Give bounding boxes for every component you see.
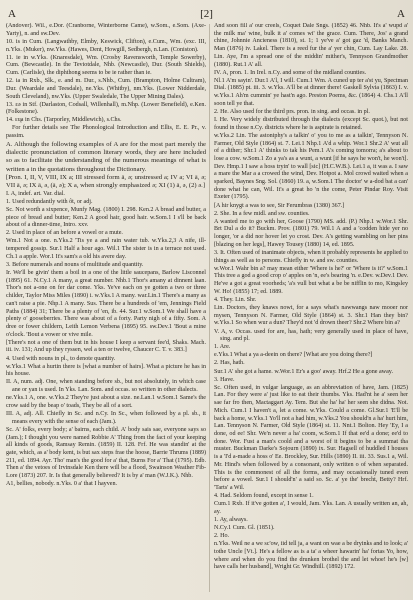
dictionary-paragraph: w.Yks.1 What a hurtin there is [what a number of hairs]. What a picture he has in his house. xyxy=(6,363,206,378)
dictionary-paragraph: 2. He. Also used for the third prs. pron. in sing. and occas. in pl. xyxy=(214,108,370,115)
dictionary-paragraph: A. Although the following examples of A are for the most part merely the dialectic pronunciation of common literary words, they are here included so as to facilitate the understanding of the numerous meanings of what is written a in the quotations throughout the Dictionary. xyxy=(6,141,206,173)
dictionary-paragraph: 3. Have. xyxy=(214,376,235,383)
dictionary-paragraph: Lin. Doctors, they knaws nowt, for a says what's nawwangs naw mooer nor mysen, Tennyson N. Farmer, Old Style (1864) st. 3. Shr.1 Han they bin? w.Yks.1 So when wur a dun? They'd not 'd drown theer? Shr.2 Where bin a? xyxy=(214,305,408,327)
page-header xyxy=(8,8,405,22)
dictionary-paragraph: 10. is in Cum. (Langwathby, Elmby, Keswick, Clifton), e.Cum., Wm. (exc. III, n.Yks. (Muker), nw.Yks. (Hawes, Dent, Howgill, Sedbergh, n.Lan. (Coniston). xyxy=(6,38,206,53)
dictionary-paragraph: 4. Had. Seldom found, except in sense 1. xyxy=(214,493,314,499)
dictionary-paragraph: And soon fill a' our creels, Coquet Dale Sngs. (1852) 46. Nhb. It's a' wupd a' the milk ma' wine, bulk it a' comes wi' the grace. Cum. There, Jos' a grand chine, Johnnie Ancieness (1810), st. 1; 1 ye've a' got gaz 'd, Banks Manch. Man (1876) iv. Lakel. There is a reed fur the a' yer chin, Cum. Lay Lake. 28. Lin. Aye, I'm a spread one of the middin' mither's, Tennyson Grandmother (1880). Rut.1 A' all. xyxy=(214,23,408,68)
dictionary-paragraph: 13. ɛə in Stf. (Darlaston, Codsall, Willenhall), m.Nhp. (Lower Benefield), e.Ken. (Folkestone). xyxy=(6,101,206,116)
dictionary-paragraph: III. A, adj. All. Chiefly in Sc. and n.Cy. In Sc., when followed by a pl. sb., it means every with the sense of each (Jam.). xyxy=(6,411,206,425)
dictionary-paragraph: ne.Yks.1 A, one. w.Yks.2 They're just about a size. ne.Lan.1 w.Som.1 Same's the crow said by the beap o' toads, They be all of a sort. xyxy=(6,395,206,409)
dictionary-paragraph: 4. Used with nouns in pl., to denote quantity. xyxy=(6,355,116,362)
dictionary-paragraph: IV. A, pron. 1. In Irel. n.Cy. and some of the midland counties. xyxy=(214,69,367,76)
dictionary-paragraph: 2. Has, hath. xyxy=(214,360,245,367)
dictionary-paragraph: 3. Before numerals and nouns of multitude and quantity. xyxy=(6,261,144,268)
dictionary-paragraph: V. A, v. Occas. used for are, has, hath; very generally used in place of have, sing. and pl. xyxy=(214,328,408,343)
dictionary-paragraph: 2. Ho. xyxy=(214,533,230,540)
dictionary-paragraph: 4. They. Lin. Shr. xyxy=(214,296,257,303)
dictionary-paragraph: 1. Ay, always. xyxy=(214,516,248,523)
right-column xyxy=(214,23,408,595)
dictionary-paragraph: Wm.1 Not a one. n.Yks.2 'Tis ye a and rain water tub. w.Yks.2,3 A nife, ill-tempered gossip. Sur.1 Half a hour ago. Wil.1 The sister is in a terrace not used. Ch.1 a apple. Wor.1 It's sam's a old his avere day. xyxy=(6,238,206,260)
dictionary-paragraph: Cum.1 Rxb. If it've gotten a', I would, Jam. Yks. Lan. A usually written an, ah, ay. xyxy=(214,501,408,515)
column-divider xyxy=(209,24,210,592)
dictionary-paragraph: (Andover). Wil., e.Dor. (Cranborne, Winterborne Came), w.Som., e.Som. (Axe-Yarty), n. and sw.Dev. xyxy=(6,23,206,37)
dictionary-paragraph: 1. Are. xyxy=(214,344,231,351)
dictionary-paragraph: 2. Used in place of an before a vowel or a mute. xyxy=(6,230,123,237)
running-head-right: A xyxy=(397,8,405,20)
dictionary-paragraph: [A hir knygt a was to see, Sir Ferumbras (1380) 367.] xyxy=(214,202,345,209)
dictionary-paragraph: w.Yks.2 Lin. The astoniphy's a talkin' o' you to me as a talkin', Tennyson N. Farmer, Old Style (1864) st. 7. Lei.1 Nhp.1 A'd a whip. Wor.1 Shr.2 A' wut all of a dither; Shr.1 A' thinks to tak his Pem.1 A's coming tomorra; a's about to lose a cow. w.Som.1 Zo a ya's as a wunt, a wunt [if he says he won't, he won't]. Dev. Hmp.1 I saw a hoss tryin' to wall [sic] (H.C.W.B.). Lei.1 a, it was a. I saw a mare the Mar a a crowed the wind, Dev. Hotpot a. Mol crowd waited when a sparked, Baynes Sng. Sol. (1860) 19. a, w.Som.1 The doctor' w a-dod bat a can' done what he can, Wil. It's a great ho 'n the come, Peter Pindar Roy. Visit Exeter (1795). xyxy=(214,132,408,201)
dictionary-paragraph: 2. She. In a few midl. and sw. counties. xyxy=(214,210,310,217)
dictionary-paragraph: 11. ie in w.Yks. (Knaresdale), Wm. (Crosby Ravensworth, Temple Sowerby), Cum. (Bewcastle). In the Teviotdale, Nhb. (Newcastle), Dur. (South Shields), Cum. (Carlisle), the diphthong seems to be ie rather than ie. xyxy=(6,54,206,76)
dictionary-paragraph: n.Yks. Weil ne a we sc'ow, iid tell ja, a want on wae a be dryinks and to look; a' tothe Uncle [Vt.]. He's a fellow as is a ta' a wheer hawarin' ha' fortas Yo, how, where and when do you find the drunken brothel the and let whoe! he's [w] have calls her husband], Wright Gr. Windhill. (1892) 172. xyxy=(214,541,408,571)
dictionary-paragraph: 14. ɛu̯a in Chs. (Tarporley, Middlewich), s.Chs. xyxy=(6,117,122,124)
dictionary-paragraph: 1. Used redundantly with ôt, or adj. xyxy=(6,198,93,205)
dictionary-paragraph: For further details see The Phonological Introduction and Ellis, E. E. Pr., v. passim. xyxy=(6,125,206,140)
dictionary-paragraph: N.Cy.1 Cum. Gl. (1851). xyxy=(214,524,275,531)
dictionary-paragraph: A wanted me to go with her, Goose (1790) MS. add. (P.) Nhp.1 w.Wor.1 Shr. Brt Dul a do it? Buckm. Prov. (1801) 79. Wil.1 A and a 'codden hide yer no longer, 'or a did nor hover let yo crost. Dev. A's getting wambling on her pins [blazing on her legs], Hawey Tousey (1880) 14, ed. 1895. xyxy=(214,218,408,248)
dictionary-paragraph: I. He. Very widely distributed through the dialects (except Sc. quot.), but not found in those n.Cy. districts where he is aspirate is retained. xyxy=(214,117,408,131)
dictionary-paragraph: A1, bellies, nobody. n.Yks. 0 a' that I hayven. xyxy=(6,481,118,488)
dictionary-paragraph: [Pron. I, II, V, VIII, IX a; III stressed form ā, ǝ; unstressed a; IV a; VI ā, ǝ; VII ā, ǝ; IX ā, ǝ, (ā, ǝ); X a, when strongly emphasized ǝ; XI (1) ā, ǝ, (2) ǝ.] xyxy=(6,174,206,190)
dictionary-paragraph: Sc. Often used, in vulgar language, as an abbreviation of have, Jam. (1825) Lan. For they were a' just like to eat their thumbs. Yks. Had'nt he a' seen her sae far fro then, Mactaggart Ay. Tem. But she ha' ha' her seen she didna. Not. Mich. Cum.1 I haven't a, let a come. w.Yks. Could a come. Gl.Sur.1 'E'll be back a home, w.Yks.1 Yo'll not a had him, w.Yks.2 You should'n a ha' hurt him, Lan. Tennyson N. Farmer, Old Style (1864) st. 11. Nnt.1 Bolton. Hey 'Ey, I a done, od ee! Shr. We'n never a ha' coom, w.Som.1 If that ee'd a done; ee'd to done. Wor. Fust a man's coold and a worst of it begins to be a summat tha muster. Buckman Darke's Sojourn (1890) ix. Sur. Hagsell of huddled I houses is a 'I'd a-made a hoss o' Ee. Brockley, Sur. Hills (1890) II. iii. 33. Sus.1 a, Wil. Mr. Hind's when followed by a consonant, only written o of when separated. This is the commonest of all the forms, and may occasionally tuned even before a vowel. Sur.1 I should'n' a said so. Sc. a' ye the' brecht, Betty? Hrf. 'Tarts' a Wil. xyxy=(214,384,408,491)
left-column xyxy=(6,23,206,595)
dictionary-paragraph: Sc. A' folks, every body; a' bairns, each child. A' body sais sae, everyone says so (Jam.); I thought you were named Robbie A' Thing from the fact of your keeping all kinds of goods, Ramsay Remin. (1859) II. 128. Frf. He was standin' at the gate, which, as a' body kent, is but sax steps frae the hoose, Barrie Thrums (1889) 211, ed. 1894. Ayr. Tho' man's the good for a' that, Burns For a' That (1795). Edb. Then a' the vetoes of Irvinsdale Ken there will be a flood, Swainson Weather Fib-Lore (1873) 207. Ir. Is that generally believed? It is by a' man (W.J.K.). Nhb. xyxy=(6,426,206,480)
dictionary-paragraph: I. A, indef. art. Var. dial. xyxy=(6,190,65,197)
dictionary-paragraph: Sc. Not worth a sixpence, Munfy Mag. (1800) I. 298. Ken.2 A bread and butter, a piece of bread and butter; Ken.2 A good hair, good hair. w.Som.1 I s'll be back about of a dinner-time, Intro. xxv. xyxy=(6,206,206,229)
page-number: [2] xyxy=(200,8,213,20)
dictionary-paragraph: Sur.1 A' she got a hame. w.Wor.1 Er's a goo' away. Hrf.2 He a gone away. xyxy=(214,368,393,375)
dictionary-paragraph: II. A, num. adj. One, when standing before sb., but not absolutely, in which case ane or yan is used. In Yks. Lan. Som. and occas. so written in other dialects. xyxy=(6,379,206,394)
dictionary-paragraph: [There's not a one of them but in his house I keep a servant fee'd, Shaks. Mach. iii. iv. 131; And up they ryssen, wel a ten or twelve, Chaucer C. T. v. 383.] xyxy=(6,339,206,354)
running-head-left: A xyxy=(8,8,16,20)
dictionary-paragraph: e.Yks.1 What a ya a-deein on there? [What are you doing there?] xyxy=(214,352,373,359)
dictionary-paragraph: Nl.1 A'm sayin'. Dur.1 A'l, I will. Cum.1 Wm. A cuned up ter a'st yu, Spectman Dial. (1885) pt. iii. 3. w.Yks. A'll be at dinner there! Gaskell Sylvia (1863) I. v. w.Yks.1 Ah'm cummin' ye hast'n ago. Preston Poems, &c. (1864) 4. Chs.1 A'll soon tell ye that. xyxy=(214,77,408,107)
dictionary-paragraph: 3. It. Often used of inanimate objects, when it probably represents he applied to things as well as to persons. Chiefly in w. and sw. counties. xyxy=(214,249,408,264)
dictionary-paragraph: Ir. We'll be givin' them a boil in a one of the little saucepans, Barlow Lisconnel (1895) 61. N.Cy.1 A many, a great number. Nhb.1 Thor's amany at dinnent laan. Thor's not a-one on fer dar come. Yks. Ye've each on ye gotten a two or three childer, Taylor Miss Miles (1890) i. w.Yks.1 A many. war.Lin.1 There's a many as can't raise a pie. Nhp.1 A many. Sus. There be a hundreds of 'em, Jennings Field Paths (1884) 31; There be a plenty of 'en, ib. 44. Sur.1 w.Som.1 We shall have a plenty o' gooseberries. There was about of a forty. Party nigh of a fifty. Som. A dree or fower childern, Leith Lemon Verbena (1895) 95. sw.Dev.1 'Bout a mine o'clock. 'Bout a vower or vive mile. xyxy=(6,270,206,338)
dictionary-paragraph: w.Wor.1 Wahr bin a? may mean either 'Where is he?' or 'Where is it?' w.Som.1 This tree a god a good crop o' apples on 'n, ee's bearing 'n. e.Dev. w.Dev.1 Dev. He've a got a great voorheds; 'a's vull but what a be be nifflin to mo, Kingsley W. Ho! (1855) 17; ed. 1889. xyxy=(214,265,408,295)
dictionary-paragraph: 12. ia in Rxb., Slk., e. and m. Dur., s.Nhb., Cum. (Brampton, Holme Cultram), Dur. (Weardale and Teesdale), ne.Yks. (Whitby), nm.Yks. (Lower Nidderdale, South Cleveland), nw.Yks. (Upper Swaledale, The Upper Mining Dales). xyxy=(6,78,206,100)
